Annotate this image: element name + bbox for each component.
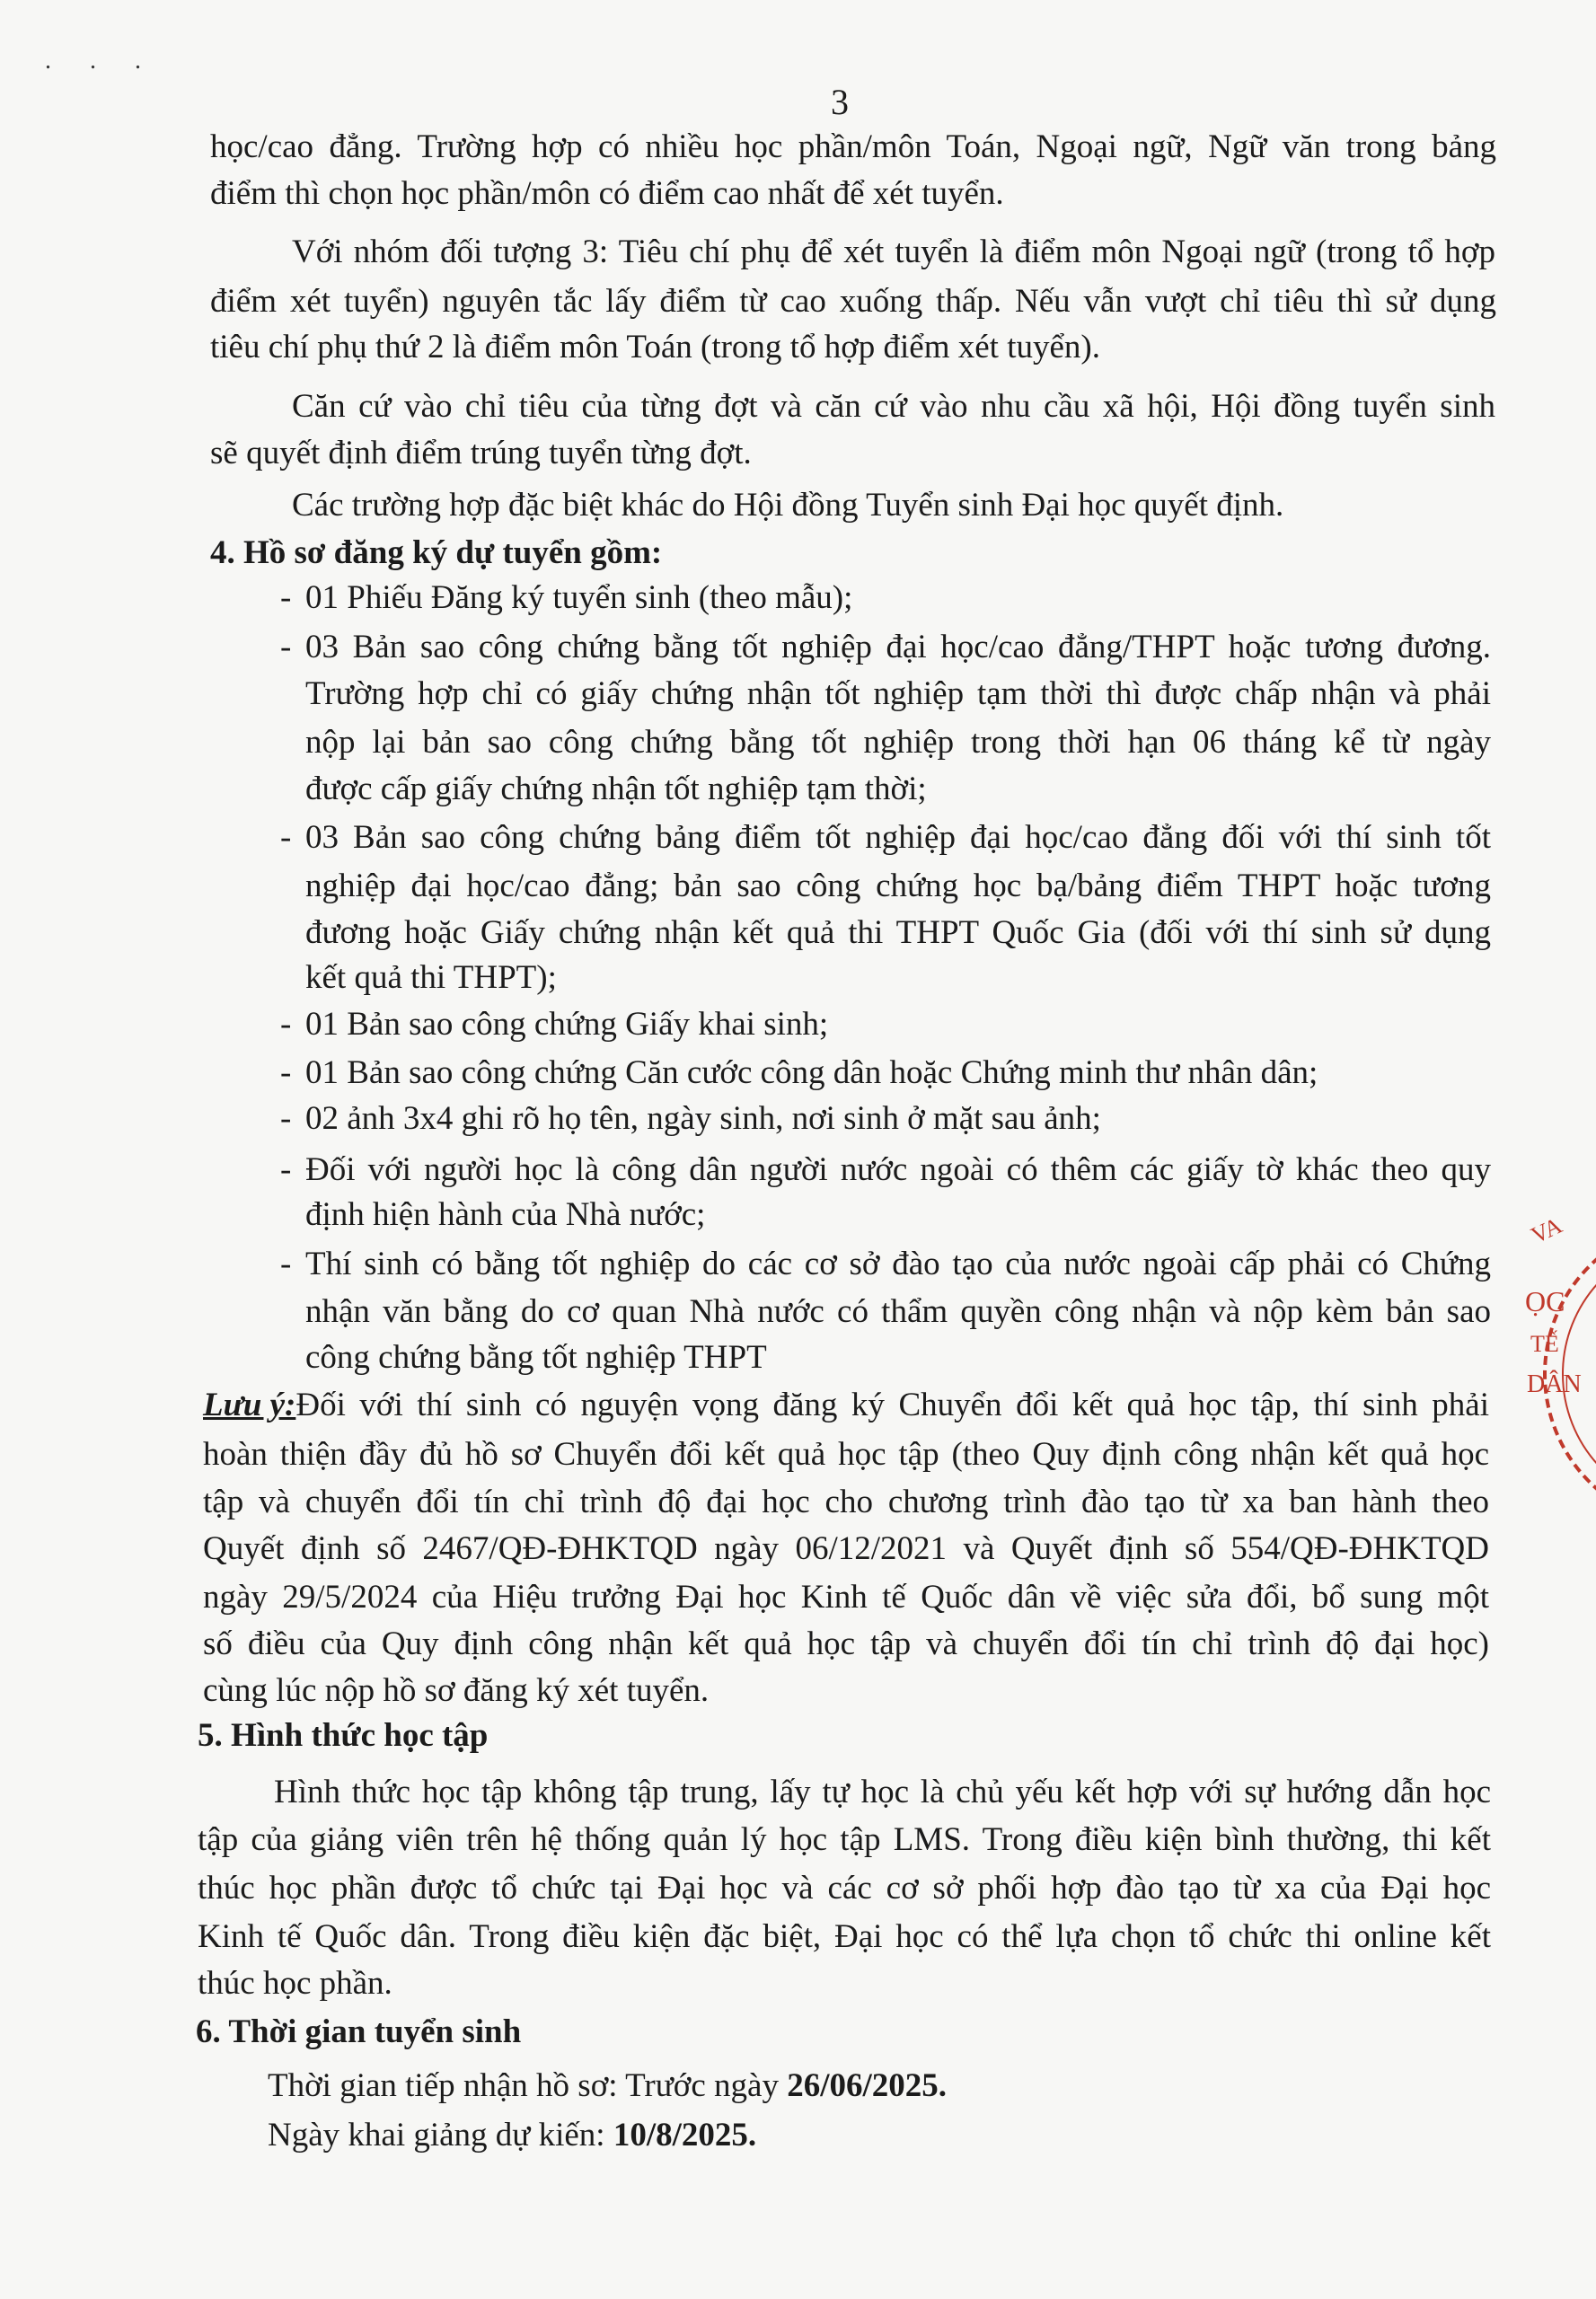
list-item: 02 ảnh 3x4 ghi rõ họ tên, ngày sinh, nơi sinh ở mặt sau ảnh; [305,1100,1101,1137]
text-line: điểm thì chọn học phần/môn có điểm cao nhất để xét tuyển. [210,175,1004,212]
note-label: Lưu ý: [203,1387,296,1423]
list-dash: - [280,1246,292,1282]
list-item: 01 Bản sao công chứng Giấy khai sinh; [305,1006,829,1043]
opening-date-label: Ngày khai giảng dự kiến: [268,2117,613,2154]
seal-text: TẾ [1530,1331,1559,1357]
list-item: 03 Bản sao công chứng bằng tốt nghiệp đại học/cao đẳng/THPT hoặc tương đương. [305,629,1491,665]
note-text: ngày 29/5/2024 của Hiệu trưởng Đại học Kinh tế Quốc dân về việc sửa đổi, bổ sung một [203,1579,1489,1616]
text-line: Kinh tế Quốc dân. Trong điều kiện đặc biệt, Đại học có thể lựa chọn tổ chức thi online kết [198,1918,1491,1955]
note-text: tập và chuyển đổi tín chỉ trình độ đại học cho chương trình đào tạo từ xa ban hành theo [203,1484,1489,1520]
note-text: cùng lúc nộp hồ sơ đăng ký xét tuyển. [203,1672,710,1709]
list-dash: - [280,579,292,616]
list-dash: - [280,819,292,856]
list-dash: - [280,1054,292,1091]
intake-deadline-date: 26/06/2025. [787,2067,948,2104]
corner-marks: . . . [45,47,157,75]
list-item: Thí sinh có bằng tốt nghiệp do các cơ sở đào tạo của nước ngoài cấp phải có Chứng [305,1246,1491,1282]
section-heading: 5. Hình thức học tập [198,1717,489,1754]
opening-date: 10/8/2025. [613,2117,757,2154]
list-dash: - [280,1006,292,1043]
section-heading: 4. Hồ sơ đăng ký dự tuyển gồm: [210,534,663,571]
note-text: hoàn thiện đầy đủ hồ sơ Chuyển đổi kết quả học tập (theo Quy định công nhận kết quả học [203,1436,1489,1473]
text-line: Căn cứ vào chỉ tiêu của từng đợt và căn cứ vào nhu cầu xã hội, Hội đồng tuyển sinh [292,388,1495,425]
official-seal [1518,1194,1596,1536]
list-item: được cấp giấy chứng nhận tốt nghiệp tạm thời; [305,771,927,807]
list-dash: - [280,1100,292,1137]
text-line: tiêu chí phụ thứ 2 là điểm môn Toán (trong tổ hợp điểm xét tuyển). [210,329,1100,366]
text-line: tập của giảng viên trên hệ thống quản lý học tập LMS. Trong điều kiện bình thường, thi kết [198,1821,1491,1858]
text-line: thúc học phần. [198,1965,392,2002]
text-line: sẽ quyết định điểm trúng tuyển từng đợt. [210,435,752,471]
list-item: 01 Phiếu Đăng ký tuyển sinh (theo mẫu); [305,579,853,616]
text-line: thúc học phần được tổ chức tại Đại học và các cơ sở phối hợp đào tạo từ xa của Đại học [198,1870,1491,1907]
list-item: đương hoặc Giấy chứng nhận kết quả thi THPT Quốc Gia (đối với thí sinh sử dụng [305,914,1491,951]
intake-deadline-line [268,2066,947,2107]
seal-text: ỌC [1525,1285,1565,1317]
list-item: Đối với người học là công dân người nước ngoài có thêm các giấy tờ khác theo quy [305,1151,1491,1188]
text-line: Hình thức học tập không tập trung, lấy tự học là chủ yếu kết hợp với sự hướng dẫn học [274,1774,1491,1810]
note-line [203,1385,1489,1426]
list-item: 01 Bản sao công chứng Căn cước công dân hoặc Chứng minh thư nhân dân; [305,1054,1318,1091]
list-item: nhận văn bằng do cơ quan Nhà nước có thẩm quyền công nhận và nộp kèm bản sao [305,1293,1491,1330]
text-line: học/cao đẳng. Trường hợp có nhiều học phần/môn Toán, Ngoại ngữ, Ngữ văn trong bảng [210,128,1496,165]
seal-text: DÂN [1527,1370,1582,1398]
section-heading: 6. Thời gian tuyển sinh [196,2013,522,2050]
note-text: Quyết định số 2467/QĐ-ĐHKTQD ngày 06/12/2021 và Quyết định số 554/QĐ-ĐHKTQD [203,1530,1489,1567]
list-item: Trường hợp chỉ có giấy chứng nhận tốt nghiệp tạm thời thì được chấp nhận và phải [305,675,1491,712]
text-line: Các trường hợp đặc biệt khác do Hội đồng Tuyển sinh Đại học quyết định. [292,487,1284,524]
list-item: nộp lại bản sao công chứng bằng tốt nghiệp trong thời hạn 06 tháng kể từ ngày [305,724,1491,761]
page-number: 3 [831,82,849,122]
list-item: công chứng bằng tốt nghiệp THPT [305,1339,767,1376]
note-text: số điều của Quy định công nhận kết quả học tập và chuyển đổi tín chỉ trình độ đại học) [203,1625,1489,1662]
intake-deadline-label: Thời gian tiếp nhận hồ sơ: Trước ngày [268,2067,788,2104]
note-text: Đối với thí sinh có nguyện vọng đăng ký Chuyển đổi kết quả học tập, thí sinh phải [295,1387,1489,1423]
list-dash: - [280,1151,292,1188]
seal-text: VA [1527,1211,1566,1249]
list-item: 03 Bản sao công chứng bảng điểm tốt nghiệp đại học/cao đẳng đối với thí sinh tốt [305,819,1491,856]
list-dash: - [280,629,292,665]
text-line: điểm xét tuyển) nguyên tắc lấy điểm từ cao xuống thấp. Nếu vẫn vượt chỉ tiêu thì sử dụng [210,283,1496,320]
text-line: Với nhóm đối tượng 3: Tiêu chí phụ để xét tuyển là điểm môn Ngoại ngữ (trong tổ hợp [292,233,1495,270]
opening-date-line [268,2115,756,2156]
list-item: nghiệp đại học/cao đẳng; bản sao công chứng học bạ/bảng điểm THPT hoặc tương [305,868,1491,904]
list-item: kết quả thi THPT); [305,959,557,996]
list-item: định hiện hành của Nhà nước; [305,1196,706,1233]
